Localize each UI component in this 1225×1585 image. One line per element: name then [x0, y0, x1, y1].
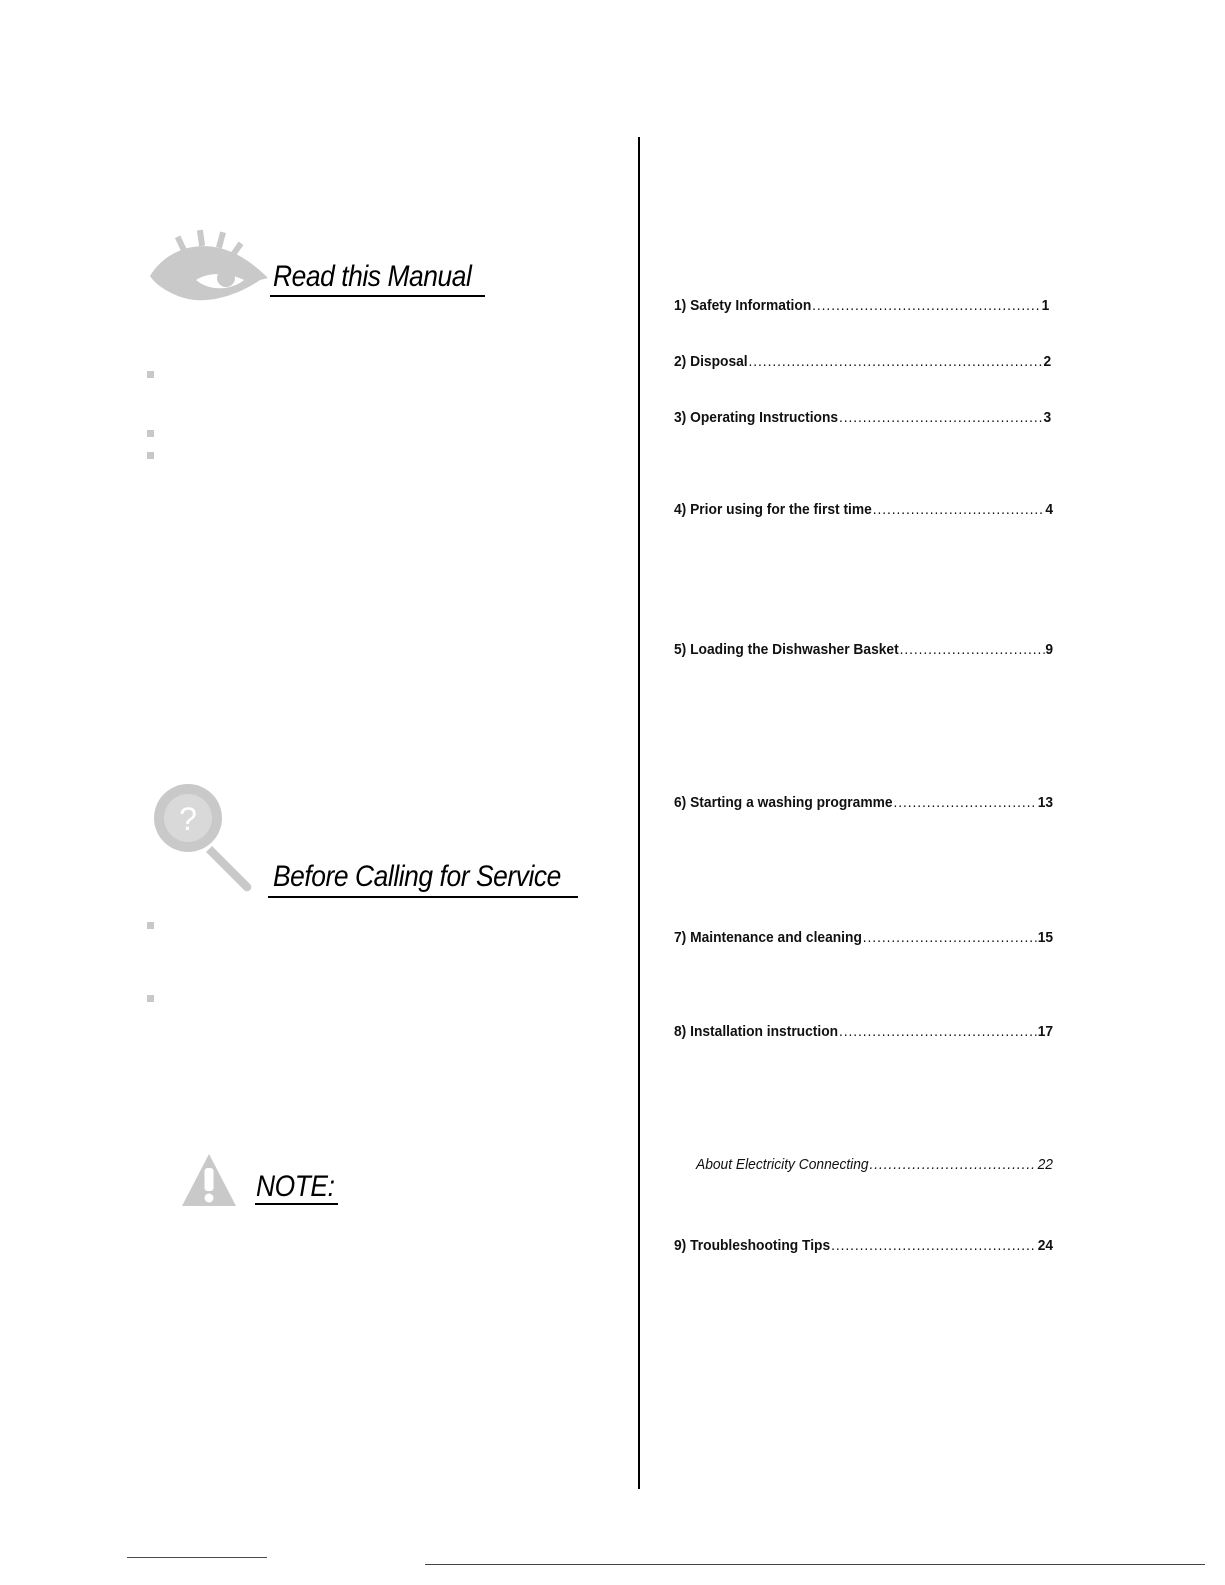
bullet-1: [147, 371, 154, 378]
bottom-rule-right: [425, 1564, 1205, 1565]
column-divider: [638, 137, 640, 1489]
read-manual-title: Read this Manual: [273, 260, 472, 293]
bullet-3: [147, 452, 154, 459]
toc-item-starting[interactable]: 6) Starting a washing programme ..... 13: [674, 794, 1053, 811]
note-underline: [255, 1203, 338, 1205]
eye-icon: [148, 228, 273, 308]
toc-item-prior-use[interactable]: 4) Prior using for the first time ..... 4: [674, 501, 1053, 518]
toc-item-maintenance[interactable]: 7) Maintenance and cleaning ..... 15: [674, 929, 1053, 946]
before-service-underline: [268, 896, 578, 898]
bottom-rule-left: [127, 1557, 267, 1558]
note-title: NOTE:: [256, 1170, 335, 1203]
read-manual-underline: [270, 295, 485, 297]
toc-item-disposal[interactable]: 2) Disposal ..... 2: [674, 353, 1051, 370]
magnifier-question-icon: [150, 780, 260, 895]
before-service-title: Before Calling for Service: [273, 860, 561, 893]
toc-item-installation[interactable]: 8) Installation instruction ..... 17: [674, 1023, 1053, 1040]
toc-item-electricity[interactable]: About Electricity Connecting ..... 22: [696, 1156, 1053, 1173]
warning-icon: [180, 1152, 238, 1208]
bullet-2: [147, 430, 154, 437]
bullet-4: [147, 922, 154, 929]
toc-item-troubleshooting[interactable]: 9) Troubleshooting Tips ..... 24: [674, 1237, 1053, 1254]
toc-item-safety[interactable]: 1) Safety Information ..... 1: [674, 297, 1049, 314]
toc-item-operating[interactable]: 3) Operating Instructions ..... 3: [674, 409, 1051, 426]
toc-item-loading[interactable]: 5) Loading the Dishwasher Basket ..... 9: [674, 641, 1053, 658]
bullet-5: [147, 995, 154, 1002]
svg-text:?: ?: [179, 801, 197, 837]
